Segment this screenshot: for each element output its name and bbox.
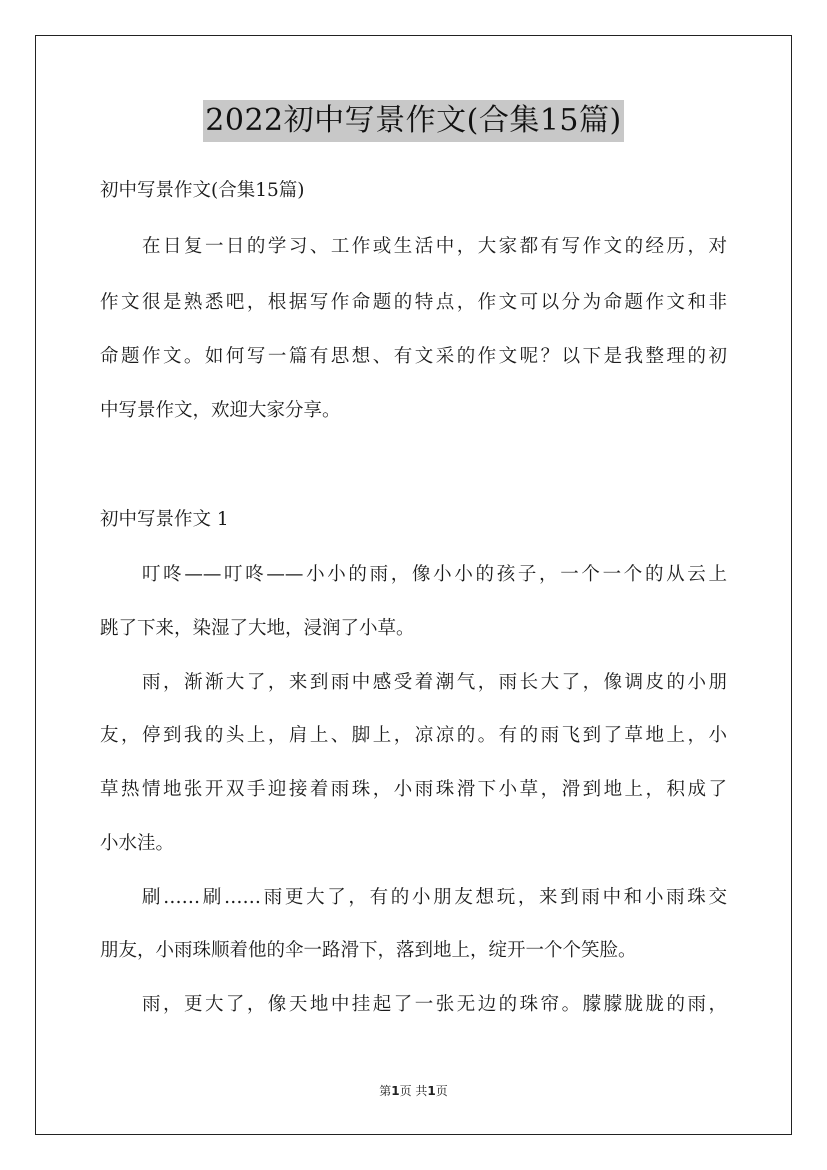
- body-line-6: 小水洼。: [100, 833, 175, 854]
- body-line-3: 雨，渐渐大了，来到雨中感受着潮气，雨长大了，像调皮的小朋: [142, 672, 727, 693]
- intro-line-1: 在日复一日的学习、工作或生活中，大家都有写作文的经历，对: [142, 236, 727, 257]
- body-line-8: 朋友，小雨珠顺着他的伞一路滑下，落到地上，绽开一个个笑脸。: [100, 940, 637, 961]
- body-line-4: 友，停到我的头上，肩上、脚上，凉凉的。有的雨飞到了草地上，小: [100, 725, 727, 746]
- body-line-5: 草热情地张开双手迎接着雨珠，小雨珠滑下小草，滑到地上，积成了: [100, 779, 727, 800]
- document-title: 2022初中写景作文(合集15篇): [203, 100, 623, 142]
- document-subtitle: 初中写景作文(合集15篇): [100, 180, 305, 201]
- intro-line-3: 命题作文。如何写一篇有思想、有文采的作文呢？以下是我整理的初: [100, 346, 727, 367]
- body-line-1: 叮咚——叮咚——小小的雨，像小小的孩子，一个一个的从云上: [142, 564, 727, 585]
- footer-suffix: 页: [435, 1084, 448, 1098]
- body-line-7: 刷……刷……雨更大了，有的小朋友想玩，来到雨中和小雨珠交: [142, 887, 727, 908]
- body-line-9: 雨，更大了，像天地中挂起了一张无边的珠帘。朦朦胧胧的雨，: [142, 994, 727, 1015]
- page-footer: [0, 1082, 827, 1099]
- intro-line-2: 作文很是熟悉吧，根据写作命题的特点，作文可以分为命题作文和非: [100, 292, 727, 313]
- body-line-2: 跳了下来，染湿了大地，浸润了小草。: [100, 618, 415, 639]
- footer-mid: 页 共: [399, 1084, 428, 1098]
- footer-page-current: 1: [391, 1084, 400, 1098]
- title-container: [0, 100, 827, 142]
- footer-prefix: 第: [379, 1084, 392, 1098]
- footer-page-total: 1: [427, 1084, 436, 1098]
- section-heading: 初中写景作文 1: [100, 509, 229, 530]
- intro-line-4: 中写景作文，欢迎大家分享。: [100, 400, 341, 421]
